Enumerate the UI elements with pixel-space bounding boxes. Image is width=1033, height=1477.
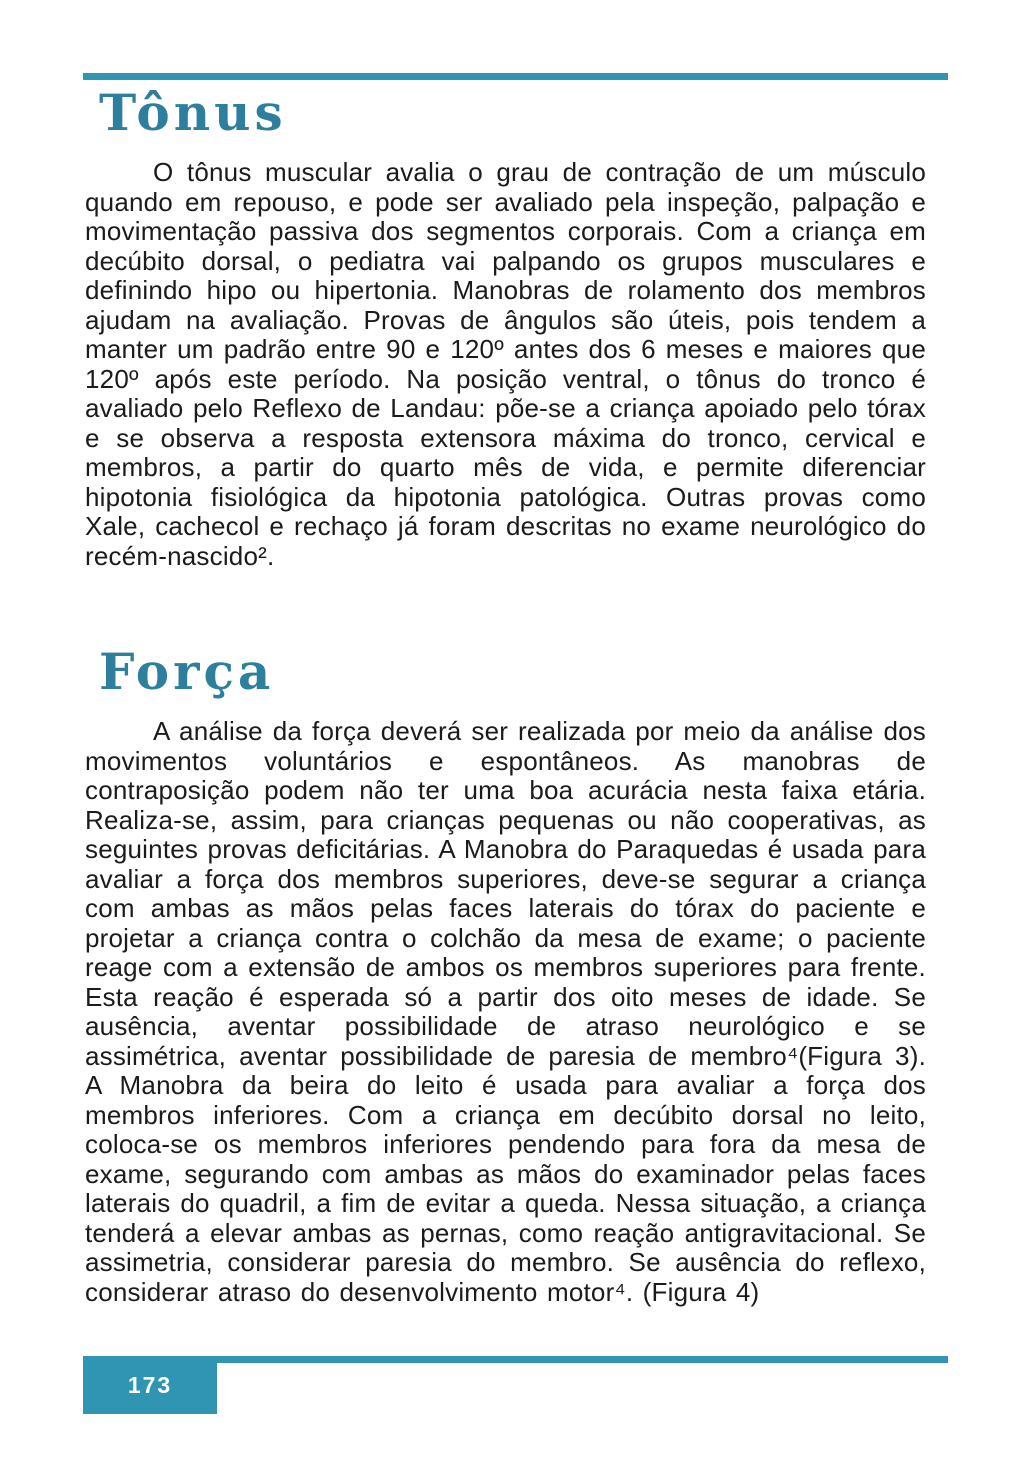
top-divider [83, 73, 948, 80]
section-forca [85, 643, 926, 1307]
page-number: 173 [127, 1371, 173, 1398]
section-paragraph-tonus: O tônus muscular avalia o grau de contração de um músculo quando em repouso, e pode ser avaliado pela inspeção, palpação e movimentação passiva dos segmentos corporais. Com a criança em decúbito dorsal, o pediatra vai palpando os grupos musculares e definindo hipo ou hipertonia. Manobras de rolamento dos membros ajudam na avaliação. Provas de ângulos são úteis, pois tendem a manter um padrão entre 90 e 120º antes dos 6 meses e maiores que 120º após este período. Na posição ventral, o tônus do tronco é avaliado pelo Reflexo de Landau: põe-se a criança apoiado pelo tórax e se observa a resposta extensora máxima do tronco, cervical e membros, a partir do quarto mês de vida, e permite diferenciar hipotonia fisiológica da hipotonia patológica. Outras provas como Xale, cachecol e rechaço já foram descritas no exame neurológico do recém-nascido². [85, 157, 926, 571]
page-number-badge [83, 1356, 217, 1414]
section-tonus [85, 84, 926, 571]
section-heading-forca: Força [99, 642, 275, 701]
section-heading-tonus: Tônus [99, 83, 287, 142]
page-content [85, 84, 926, 1307]
section-paragraph-forca: A análise da força deverá ser realizada por meio da análise dos movimentos voluntários e espontâneos. As manobras de contraposição podem não ter uma boa acurácia nesta faixa etária. Realiza-se, assim, para crianças pequenas ou não cooperativas, as seguintes provas deficitárias. A Manobra do Paraquedas é usada para avaliar a força dos membros superiores, deve-se segurar a criança com ambas as mãos pelas faces laterais do tórax do paciente e projetar a criança contra o colchão da mesa de exame; o paciente reage com a extensão de ambos os membros superiores para frente. Esta reação é esperada só a partir dos oito meses de idade. Se ausência, aventar possibilidade de atraso neurológico e se assimétrica, aventar possibilidade de paresia de membro⁴(Figura 3). A Manobra da beira do leito é usada para avaliar a força dos membros inferiores. Com a criança em decúbito dorsal no leito, coloca-se os membros inferiores pendendo para fora da mesa de exame, segurando com ambas as mãos do examinador pelas faces laterais do quadril, a fim de evitar a queda. Nessa situação, a criança tenderá a elevar ambas as pernas, como reação antigravitacional. Se assimetria, considerar paresia do membro. Se ausência do reflexo, considerar atraso do desenvolvimento motor⁴. (Figura 4) [85, 716, 926, 1307]
